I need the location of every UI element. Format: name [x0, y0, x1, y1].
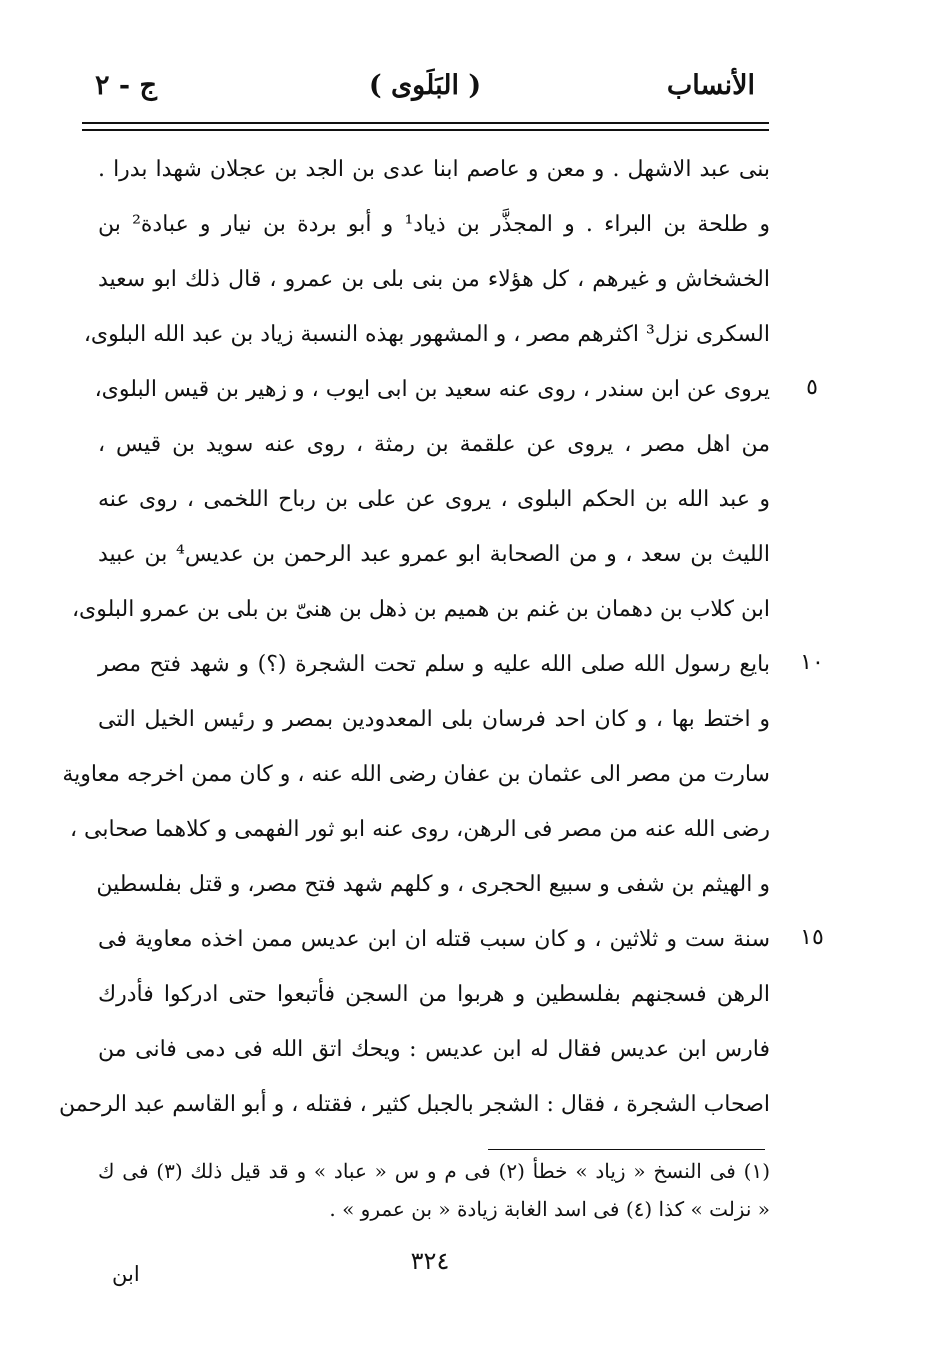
book-title: الأنساب	[666, 70, 755, 101]
text-line: السكرى نزل³ اكثرهم مصر ، و المشهور بهذه النسبة زياد بن عبد الله البلوى،	[83, 322, 770, 347]
text-line: بايع رسول الله صلى الله عليه و سلم تحت الشجرة (؟) و شهد فتح مصر	[98, 652, 770, 677]
running-header	[95, 70, 755, 114]
line-number-5: ٥	[806, 375, 818, 400]
page-number: ٣٢٤	[410, 1247, 450, 1275]
text-line: فارس ابن عديس فقال له ابن عديس : ويحك اتق الله فى دمى فانى من	[98, 1037, 770, 1062]
text-line: الليث بن سعد ، و من الصحابة ابو عمرو عبد الرحمن بن عديس⁴ بن عبيد	[98, 542, 771, 567]
text-line: سارت من مصر الى عثمان بن عفان رضى الله عنه ، و كان ممن اخرجه معاوية	[62, 762, 770, 787]
text-line: و اختط بها ، و كان احد فرسان بلى المعدودين بمصر و رئيس الخيل التى	[98, 707, 770, 732]
header-rule-top	[82, 122, 769, 124]
text-line: بنى عبد الاشهل . و معن و عاصم ابنا عدى بن الجد بن عجلان شهدا بدرا .	[98, 157, 770, 182]
main-text	[58, 142, 771, 1132]
text-line: اصحاب الشجرة ، فقال : الشجر بالجبل كثير ، فقتله ، و أبو القاسم عبد الرحمن	[58, 1092, 770, 1117]
footnote-line: « نزلت » كذا (٤) فى اسد الغابة زيادة « بن عمرو » .	[329, 1197, 770, 1221]
text-line: رضى الله عنه من مصر فى الرهن، روى عنه ابو ثور الفهمى و كلاهما صحابى ،	[69, 817, 770, 842]
footnote-line: (١) فى النسخ « زياد » خطأ (٢) فى م و س « عباد » و قد قيل ذلك (٣) فى ك	[98, 1159, 770, 1183]
volume-label: ج - ٢	[95, 70, 157, 101]
text-line: و عبد الله بن الحكم البلوى ، يروى عن على بن رباح اللخمى ، روى عنه	[98, 487, 770, 512]
text-line: و الهيثم بن شفى و سبيع الحجرى ، و كلهم شهد فتح مصر، و قتل بفلسطين	[96, 872, 770, 897]
section-title: ( البَلَوى )	[368, 70, 482, 101]
text-line: الرهن فسجنهم بفلسطين و هربوا من السجن فأتبعوا حتى ادركوا فأدرك	[98, 982, 770, 1007]
line-number-10: ١٠	[800, 650, 824, 675]
text-line: و طلحة بن البراء . و المجذَّر بن ذياد¹ و أبو بردة بن نيار و عبادة² بن	[98, 212, 771, 237]
text-line: سنة ست و ثلاثين ، و كان سبب قتله ان ابن عديس ممن اخذه معاوية فى	[98, 927, 770, 952]
footnote-rule	[488, 1149, 765, 1150]
header-rule-bottom	[82, 129, 769, 131]
text-line: يروى عن ابن سندر ، روى عنه سعيد بن ابى ايوب ، و زهير بن قيس البلوى،	[94, 377, 770, 402]
text-line: ابن كلاب بن دهمان بن غنم بن هميم بن ذهل بن هنىّ بن بلى بن عمرو البلوى،	[71, 597, 770, 622]
text-line: من اهل مصر ، يروى عن علقمة بن رمثة ، روى عنه سويد بن قيس ،	[98, 432, 771, 457]
catchword: ابن	[112, 1262, 140, 1286]
line-number-15: ١٥	[800, 925, 824, 950]
footnotes	[98, 1152, 770, 1228]
text-line: الخشخاش و غيرهم ، كل هؤلاء من بنى بلى بن عمرو ، قال ذلك ابو سعيد	[98, 267, 770, 292]
